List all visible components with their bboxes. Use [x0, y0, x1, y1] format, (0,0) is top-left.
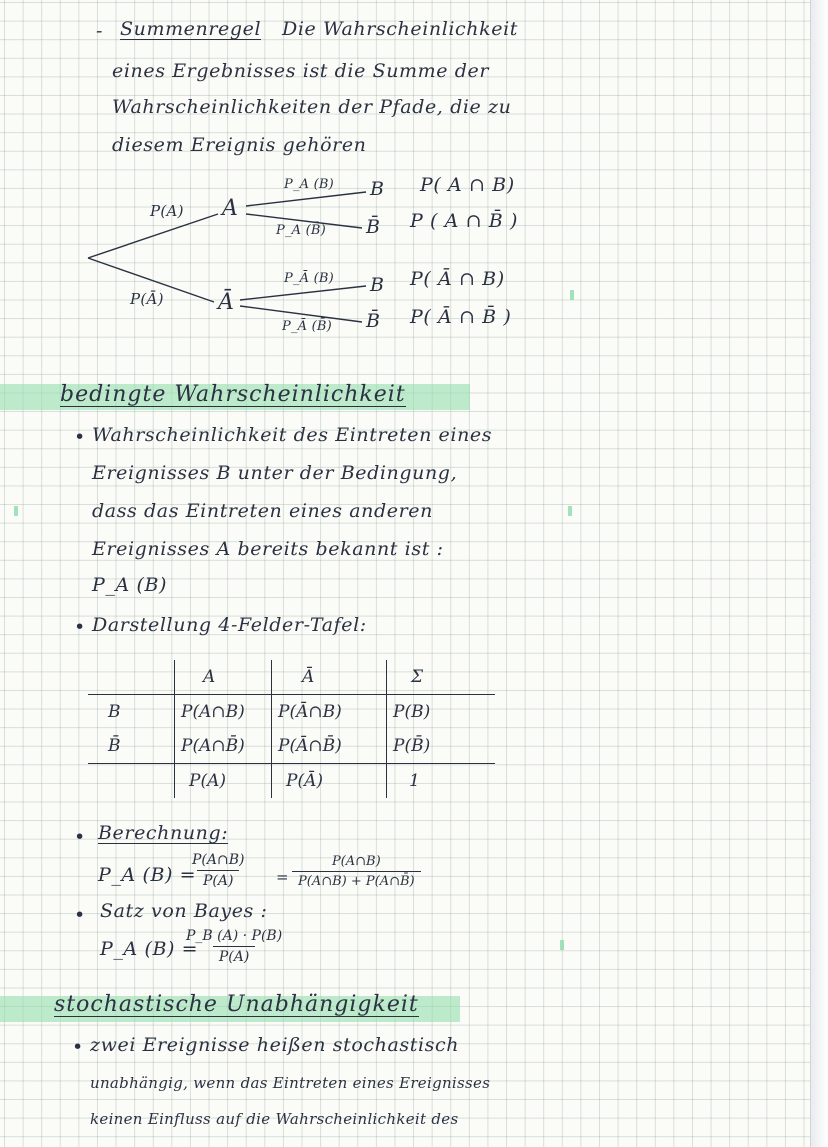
calc-equals: = — [276, 868, 289, 886]
conditional-bullet2: Darstellung 4-Felder-Tafel: — [92, 614, 367, 636]
tree-branch-a-b — [246, 192, 366, 206]
table-header-row — [88, 660, 495, 695]
calc-fraction-2-numerator: P(A∩B) — [331, 854, 381, 869]
calc-fraction-2-denominator: P(A∩B) + P(A∩B̄) — [292, 871, 421, 889]
tree-result-3: P( Ā ∩ B) — [410, 268, 505, 290]
table-cell: 1 — [409, 771, 420, 791]
table-cell: P(A) — [175, 764, 272, 799]
page-edge — [810, 0, 828, 1147]
table-corner-cell — [88, 660, 175, 695]
heading-conditional: bedingte Wahrscheinlichkeit — [60, 382, 406, 407]
table-row-label — [88, 764, 175, 799]
calc-fraction-1 — [186, 852, 250, 889]
bullet-dot: • — [74, 616, 86, 638]
tree-branch-root-a — [88, 214, 218, 258]
tree-leaf-b-1: B — [370, 178, 385, 200]
tree-result-4: P( Ā ∩ B̄ ) — [410, 306, 512, 328]
calc-fraction-1-denominator: P(A) — [197, 870, 239, 889]
table-row — [88, 729, 495, 764]
probability-tree-lines — [0, 0, 810, 360]
table-cell: P(Ā∩B) — [272, 695, 387, 730]
tree-leaf-b-2: B — [370, 274, 385, 296]
sum-rule-bullet: - — [96, 20, 104, 42]
tree-result-1: P( A ∩ B) — [420, 174, 515, 196]
conditional-line5: P_A (B) — [92, 574, 168, 596]
tree-edge-pabar-b: P_Ā (B) — [284, 271, 334, 286]
conditional-line3: dass das Eintreten eines anderen — [92, 500, 433, 522]
calc-lhs: P_A (B) = — [98, 864, 197, 886]
table-row — [88, 695, 495, 730]
table-cell: P(B̄) — [387, 729, 496, 764]
tree-result-2: P ( A ∩ B̄ ) — [410, 210, 519, 232]
independence-line2: unabhängig, wenn das Eintreten eines Ereignisses — [90, 1074, 491, 1092]
conditional-bullet3: Berechnung: — [98, 822, 229, 844]
independence-line1: zwei Ereignisse heißen stochastisch — [90, 1034, 460, 1056]
four-field-table — [88, 660, 495, 798]
sum-rule-line2: eines Ergebnisses ist die Summe der — [112, 60, 490, 82]
conditional-line1: Wahrscheinlichkeit des Eintreten eines — [92, 424, 493, 446]
table-row-label: B̄ — [88, 729, 175, 764]
table-header-cell: Ā — [272, 660, 387, 695]
table-cell: P(A∩B̄) — [175, 729, 272, 764]
calc-fraction-2 — [292, 854, 421, 889]
conditional-line4: Ereignisses A bereits bekannt ist : — [92, 538, 444, 560]
bullet-dot: • — [72, 1036, 84, 1058]
tree-edge-pa-bbar: P_A (B̄) — [276, 223, 326, 238]
tree-edge-pa-b: P_A (B) — [284, 177, 334, 192]
tree-edge-pabar-bbar: P_Ā (B̄) — [282, 319, 332, 334]
tree-leaf-bbar-2: B̄ — [366, 310, 381, 332]
table-header-cell: Σ — [387, 660, 496, 695]
table-cell: P(B) — [393, 702, 431, 722]
bayes-denominator: P(A) — [213, 946, 255, 965]
table-row — [88, 764, 495, 799]
sum-rule-line1: Die Wahrscheinlichkeit — [282, 18, 519, 40]
tree-branch-abar-b — [240, 286, 366, 300]
tree-label-pabar: P(Ā) — [130, 290, 164, 308]
conditional-bullet4: Satz von Bayes : — [100, 900, 268, 922]
tree-leaf-bbar-1: B̄ — [366, 216, 381, 238]
marker-dot — [560, 940, 564, 950]
bullet-dot: • — [74, 904, 86, 926]
tree-node-abar: Ā — [218, 290, 235, 315]
conditional-line2: Ereignisses B unter der Bedingung, — [92, 462, 458, 484]
bullet-dot: • — [74, 426, 86, 448]
bayes-numerator: P_B (A) · P(B) — [186, 928, 283, 944]
calc-fraction-1-numerator: P(A∩B) — [192, 852, 245, 868]
table-cell: P(A∩B) — [175, 695, 272, 730]
table-header-cell: A — [175, 660, 272, 695]
tree-label-pa: P(A) — [150, 202, 184, 220]
sum-rule-line3: Wahrscheinlichkeiten der Pfade, die zu — [112, 96, 512, 118]
marker-dot — [14, 506, 18, 516]
tree-node-a: A — [222, 196, 239, 221]
heading-independence: stochastische Unabhängigkeit — [54, 992, 419, 1017]
bayes-fraction — [180, 928, 288, 965]
bayes-lhs: P_A (B) = — [100, 938, 199, 960]
marker-dot — [570, 290, 574, 300]
independence-line3: keinen Einfluss auf die Wahrscheinlichkeit des — [90, 1110, 459, 1128]
table-cell: P(Ā) — [272, 764, 387, 799]
table-cell: P(Ā∩B̄) — [272, 729, 387, 764]
bullet-dot: • — [74, 826, 86, 848]
sum-rule-line4: diesem Ereignis gehören — [112, 134, 367, 156]
sum-rule-term: Summenregel — [120, 18, 262, 40]
marker-dot — [568, 506, 572, 516]
table-row-label: B — [88, 695, 175, 730]
